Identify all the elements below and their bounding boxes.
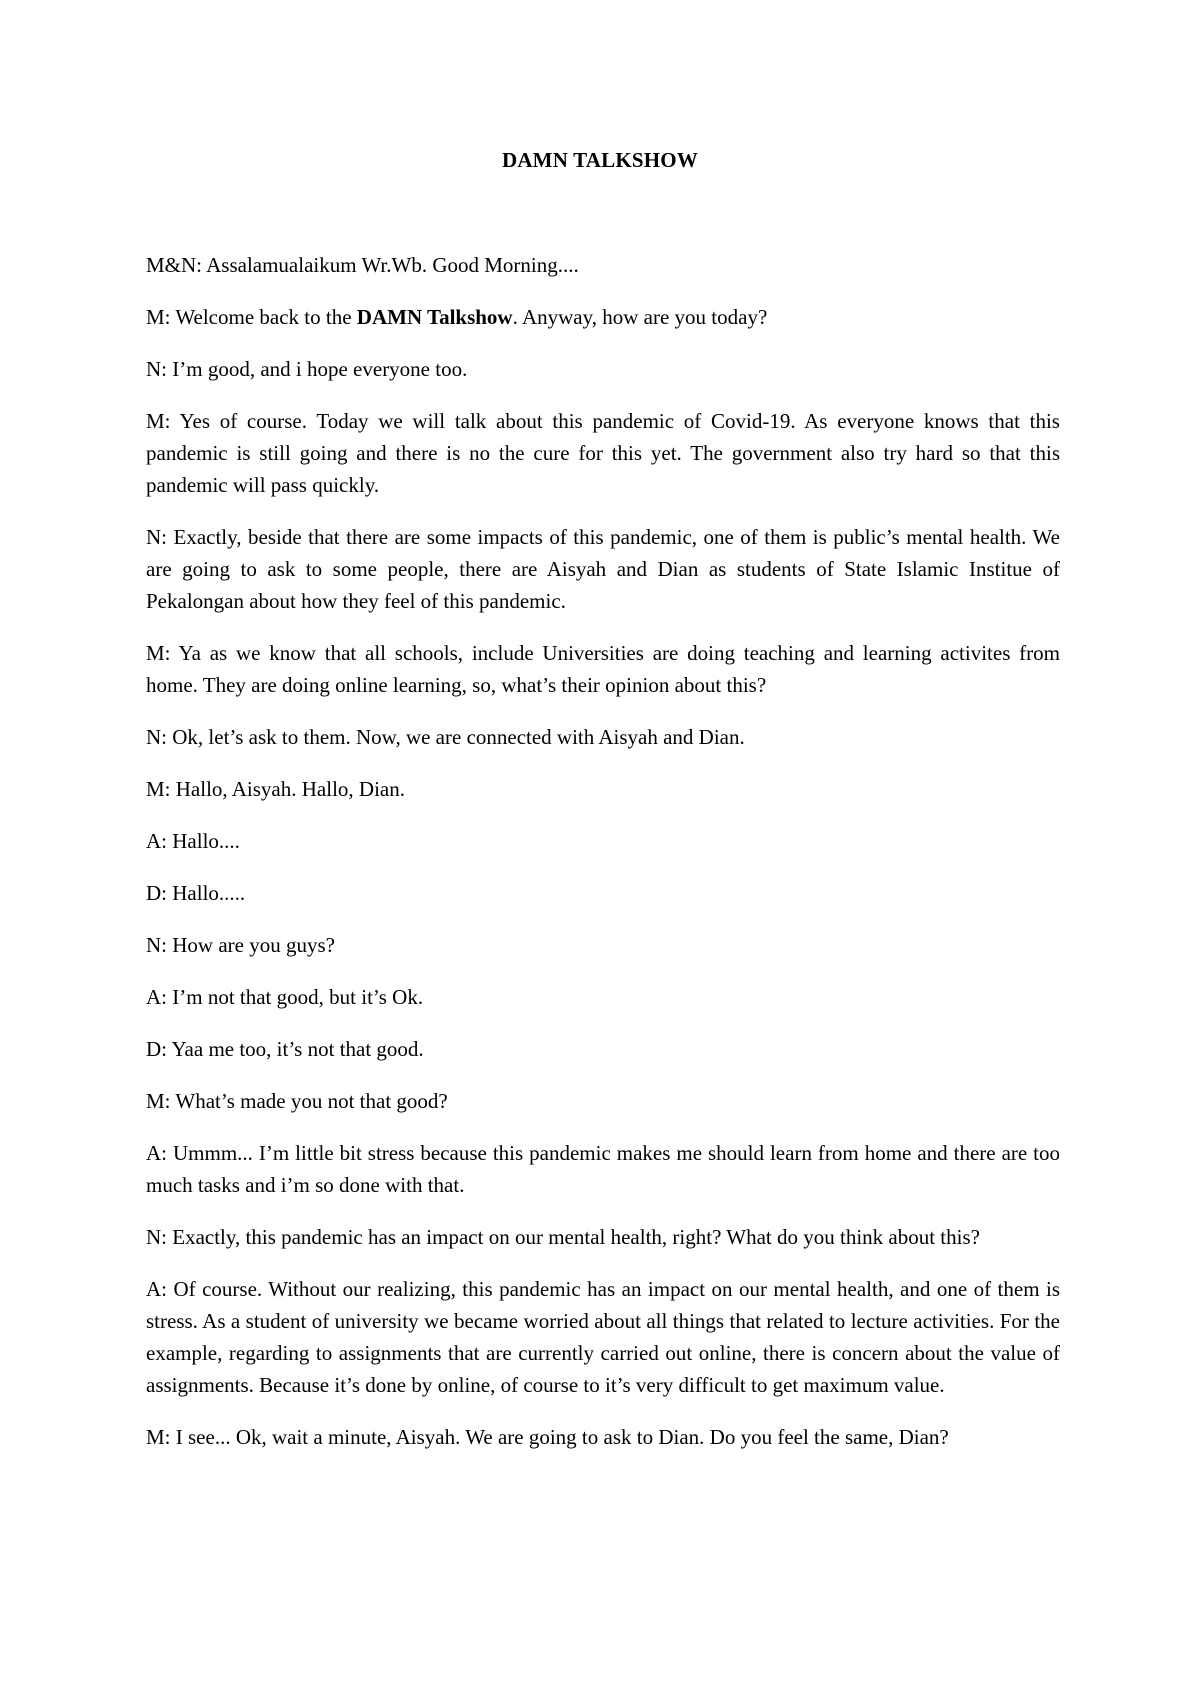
line-text: Yes of course. Today we will talk about this pandemic of Covid-19. As everyone knows that this pandemic is still going and there is no the cure for this yet. The government also try hard so that this pandemic will pass quickly.	[146, 409, 1060, 497]
speaker-label: M:	[146, 1425, 171, 1449]
transcript-line	[146, 1421, 1060, 1453]
transcript-line	[146, 877, 1060, 909]
speaker-label: A:	[146, 829, 167, 853]
speaker-label: M&N:	[146, 253, 203, 277]
line-text: Assalamualaikum Wr.Wb. Good Morning....	[206, 253, 579, 277]
line-text: Yaa me too, it’s not that good.	[171, 1037, 424, 1061]
line-text: Exactly, this pandemic has an impact on our mental health, right? What do you think about this?	[172, 1225, 980, 1249]
line-text: What’s made you not that good?	[175, 1089, 448, 1113]
transcript-line	[146, 1137, 1060, 1201]
line-text: I’m not that good, but it’s Ok.	[172, 985, 424, 1009]
transcript-line	[146, 1085, 1060, 1117]
speaker-label: N:	[146, 525, 167, 549]
transcript-line	[146, 721, 1060, 753]
transcript-line	[146, 929, 1060, 961]
speaker-label: N:	[146, 933, 167, 957]
line-text: Ya as we know that all schools, include Universities are doing teaching and learning activites from home. They are doing online learning, so, what’s their opinion about this?	[146, 641, 1060, 697]
transcript-line	[146, 405, 1060, 501]
transcript-body	[146, 249, 1060, 1473]
line-text: Exactly, beside that there are some impacts of this pandemic, one of them is public’s mental health. We are going to ask to some people, there are Aisyah and Dian as students of State Islamic Institue of Pekalongan about how they feel of this pandemic.	[146, 525, 1060, 613]
speaker-label: N:	[146, 725, 167, 749]
speaker-label: M:	[146, 305, 171, 329]
line-text: . Anyway, how are you today?	[512, 305, 768, 329]
transcript-line	[146, 249, 1060, 281]
transcript-line	[146, 353, 1060, 385]
speaker-label: N:	[146, 357, 167, 381]
line-text: Hallo.....	[172, 881, 246, 905]
line-text: Hallo, Aisyah. Hallo, Dian.	[175, 777, 405, 801]
speaker-label: D:	[146, 881, 167, 905]
speaker-label: A:	[146, 1141, 167, 1165]
line-text: Ummm... I’m little bit stress because this pandemic makes me should learn from home and there are too much tasks and i’m so done with that.	[146, 1141, 1061, 1197]
line-text: How are you guys?	[172, 933, 335, 957]
transcript-line	[146, 1221, 1060, 1253]
line-text: Ok, let’s ask to them. Now, we are connected with Aisyah and Dian.	[172, 725, 745, 749]
speaker-label: N:	[146, 1225, 167, 1249]
speaker-label: M:	[146, 409, 171, 433]
transcript-line	[146, 521, 1060, 617]
show-name-bold: DAMN Talkshow	[356, 305, 513, 329]
speaker-label: A:	[146, 1277, 167, 1301]
transcript-line	[146, 301, 1060, 333]
speaker-label: M:	[146, 777, 171, 801]
transcript-line	[146, 825, 1060, 857]
speaker-label: A:	[146, 985, 167, 1009]
transcript-line	[146, 1273, 1060, 1401]
transcript-line	[146, 637, 1060, 701]
speaker-label: D:	[146, 1037, 167, 1061]
document-title: DAMN TALKSHOW	[501, 148, 699, 172]
transcript-line	[146, 981, 1060, 1013]
line-text: Welcome back to the	[175, 305, 352, 329]
speaker-label: M:	[146, 1089, 171, 1113]
line-text: I see... Ok, wait a minute, Aisyah. We are going to ask to Dian. Do you feel the same, Dian?	[175, 1425, 949, 1449]
line-text: Of course. Without our realizing, this pandemic has an impact on our mental health, and one of them is stress. As a student of university we became worried about all things that related to lecture activities. For the example, regarding to assignments that are currently carried out online, there is concern about the value of assignments. Because it’s done by online, of course to it’s very difficult to get maximum value.	[146, 1277, 1060, 1397]
speaker-label: M:	[146, 641, 171, 665]
line-text: I’m good, and i hope everyone too.	[172, 357, 468, 381]
line-text: Hallo....	[172, 829, 240, 853]
transcript-line	[146, 773, 1060, 805]
transcript-line	[146, 1033, 1060, 1065]
